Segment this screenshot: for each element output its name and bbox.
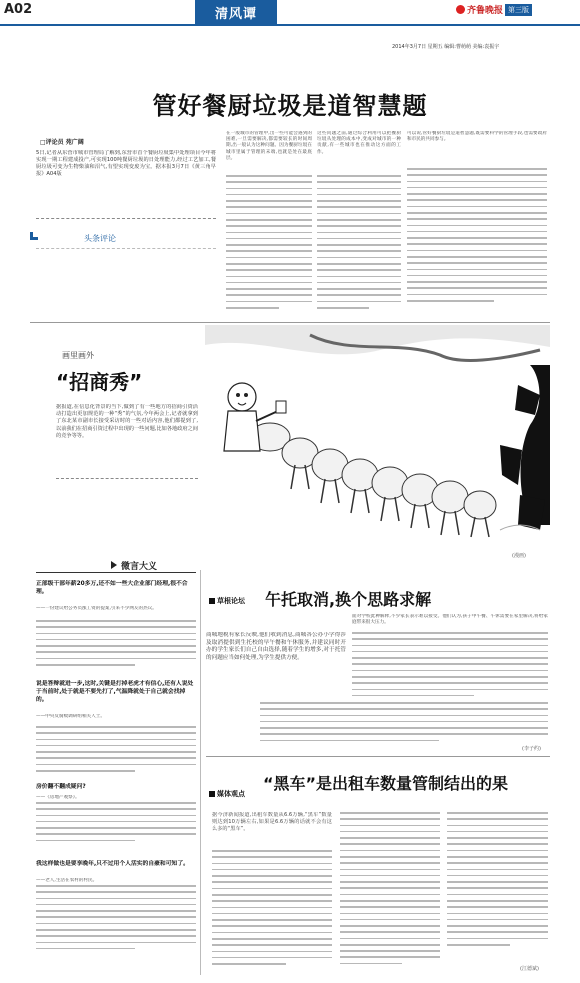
cartoon-section-rule xyxy=(56,478,198,479)
column-tag-rule xyxy=(36,248,216,249)
article3-tag: 媒体观点 xyxy=(217,790,245,798)
lead-headline: 管好餐厨垃圾是道智慧题 xyxy=(152,92,428,120)
quote-item-3 xyxy=(36,783,196,846)
article2-body-text-bottom xyxy=(260,702,548,744)
quote-item-1 xyxy=(36,580,196,676)
dateline: 2014年3月7日 星期五 编辑:曹萌萌 美编:袁振宇 xyxy=(392,44,500,50)
article3-col-a-text xyxy=(212,850,332,975)
cartoon-section-body: 据报道,在信息化背景的当下,做到了有一些地方的招商引资活动打造出更加规范的一种“秀”的气氛,今年两会上,记者就拿到了东北某市副市长接受采访时的一些对话内容,他们都提到了,以前我们在招商引资过程中出现的一些问题,比如各地政府之间的竞争等等。 xyxy=(56,404,198,439)
article2-body: 面对学校此种解释,不少家长表示难以接受。他们认为,孩子中午餐、午休需要在家里解决,将给家庭带来很大压力。 xyxy=(352,614,548,626)
article3-col-b-text xyxy=(340,812,440,975)
quotes-label: 微言大义 xyxy=(121,562,158,572)
lead-body-col-c-text xyxy=(317,175,401,320)
masthead-badge: 第三版 xyxy=(505,4,532,16)
caterpillar-cartoon xyxy=(200,325,552,551)
article2-intro: 商城地税有家长反映,他们收到消息,商城各公办小学得涉及取消提供到生托校的早午餐和午休服务,并建议同时开办的学生家长们自己自由选择,随着学生的增多,对于托管的问题应当如何处理,为学生提供方便。 xyxy=(206,632,346,661)
lead-body-col-b: 在一般城市的管理中,出一些可能会遇到的困难,一旦需要解决,都需要较长的时间周期,出一般认为这种问题。因为餐厨垃圾在城市里属于管理的末端,也就是处在最底层。 xyxy=(226,131,312,161)
section-banner xyxy=(195,0,277,24)
quote-1-lead: 正部级干部年薪20多万,还不如一些大企业部门经理,很不合理。 xyxy=(36,581,188,595)
article2-body-text-right xyxy=(352,632,548,702)
quote-2-body: ——中央反腐败调研组相关人士。 xyxy=(36,714,105,719)
quote-item-4 xyxy=(36,860,196,963)
article3-credit: (江德斌) xyxy=(520,966,539,972)
quote-4-body: ——老人,生活在农村的村民。 xyxy=(36,878,98,883)
article3-col-c-text xyxy=(447,812,548,962)
article2-tag: 草根论坛 xyxy=(217,597,245,605)
quotes-top-rule xyxy=(36,572,196,573)
cartoon-image xyxy=(200,325,552,551)
quote-3-body: ——《房地产观察》。 xyxy=(36,795,80,800)
lead-intro-underline xyxy=(36,218,216,219)
quote-4-text xyxy=(36,885,196,963)
lead-body-col-d: 可以说,管好餐厨垃圾是道智慧题,既需要科学的管理手段,也需要政府和市民的共同参与。 xyxy=(407,131,547,143)
lead-bottom-rule xyxy=(30,322,550,323)
cartoon-section-label: 画里画外 xyxy=(62,351,94,360)
lead-body-col-c: 这些问题之前,通过综合利用可以把餐厨垃圾从处理的成本中,变成对城市的一种贡献,有一些城市也在推动这方面的工作。 xyxy=(317,131,401,155)
quote-3-lead: 房价翻不翻成疑问? xyxy=(36,784,86,790)
lead-body-col-d-text xyxy=(407,168,547,318)
article2-tag-icon xyxy=(209,598,215,604)
quotes-column-divider xyxy=(200,570,201,975)
masthead-logo-icon xyxy=(456,5,465,14)
quote-item-2 xyxy=(36,680,196,782)
quote-2-lead: 说是答辩就进一步,这时,关键是打掉老虎才有信心,还有人说处于当前时,处于就是不要先打了,气温降就处于自己就会找掉的。 xyxy=(36,681,194,703)
quote-4-lead: 我这样做也是要享晚年,只不过用个人活实的自豪和可知了。 xyxy=(36,861,189,867)
article2-headline: 午托取消,换个思路求解 xyxy=(265,590,432,609)
article3-headline: “黑车”是出租车数量管制结出的果 xyxy=(263,774,509,793)
masthead xyxy=(456,3,532,16)
page-number: A02 xyxy=(4,2,33,17)
lead-body-col-b-text xyxy=(226,175,312,320)
lead-column-tag: 头条评论 xyxy=(84,234,116,243)
quote-1-body: ——一份建议给公务员涨工资的提案,引来不少网友的热议。 xyxy=(36,606,157,611)
article3-body: 据今济新闻报道,出租车数量从6.6万辆,“黑车”数量则达到10万辆左右,如果是6.6万辆的话就不会有这么多的“黑车”。 xyxy=(212,812,332,832)
cartoon-credit: (漫画) xyxy=(512,553,526,559)
article3-tag-icon xyxy=(209,791,215,797)
cartoon-section-title: “招商秀” xyxy=(56,370,143,394)
column-tag-icon xyxy=(30,232,38,240)
article2-credit: (李子约) xyxy=(522,746,541,752)
quotes-header-icon xyxy=(111,561,117,569)
quote-3-text xyxy=(36,802,196,846)
lead-intro: 5日,记者从东营市城市管理局了解到,东营市首个餐厨垃圾集中处理项目今年将实现一期工程建成投产,可实现100吨餐厨垃圾的日处理能力,经过工艺加工,餐厨垃圾可变为生物柴油和沼气,有望实现变废为宝。据本报3月7日《黄三角早报》A04版 xyxy=(36,150,216,177)
section-title: 清风谭 xyxy=(214,6,257,22)
article2-bottom-rule xyxy=(206,756,550,757)
quote-2-text xyxy=(36,726,196,782)
masthead-brand: 齐鲁晚报 xyxy=(467,6,504,16)
lead-byline: □评论员 苑广阔 xyxy=(40,139,84,146)
top-rule xyxy=(0,24,580,26)
quote-1-text xyxy=(36,620,196,676)
